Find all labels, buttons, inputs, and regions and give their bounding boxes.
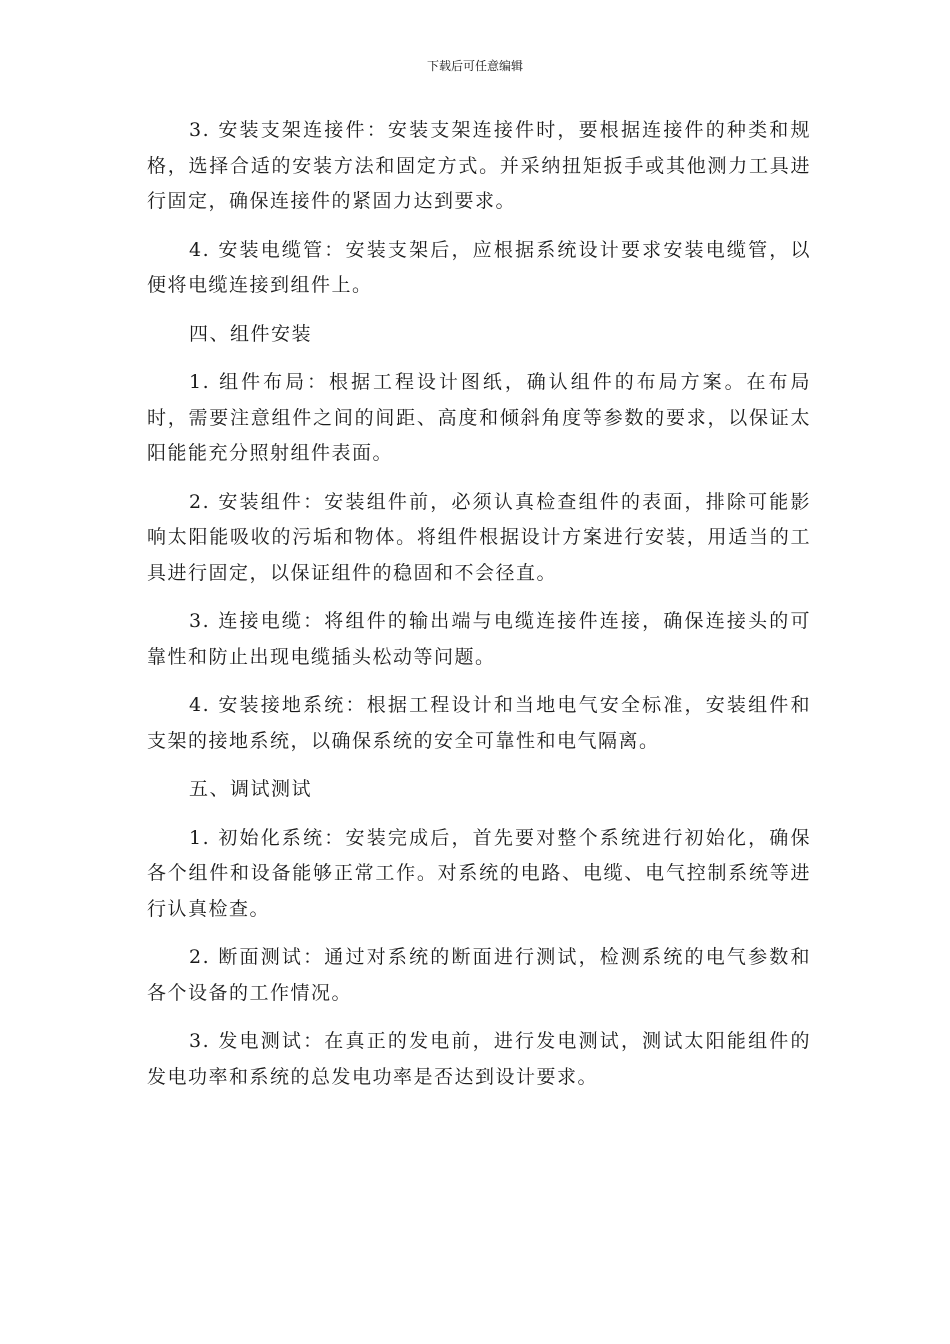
paragraph-section-test: 2. 断面测试：通过对系统的断面进行测试，检测系统的电气参数和各个设备的工作情况。 <box>147 946 811 1004</box>
paragraph-install-modules: 2. 安装组件：安装组件前，必须认真检查组件的表面，排除可能影响太阳能吸收的污垢和物体。将组件根据设计方案进行安装，用适当的工具进行固定，以保证组件的稳固和不会径直。 <box>147 490 811 584</box>
page-header: 下载后可任意编辑 <box>426 59 523 73</box>
paragraph-initialize-system: 1. 初始化系统：安装完成后，首先要对整个系统进行初始化，确保各个组件和设备能够正常工作。对系统的电路、电缆、电气控制系统等进行认真检查。 <box>147 826 811 920</box>
paragraph-connect-cables: 3. 连接电缆：将组件的输出端与电缆连接件连接，确保连接头的可靠性和防止出现电缆插头松动等问题。 <box>147 610 811 668</box>
paragraph-generation-test: 3. 发电测试：在真正的发电前，进行发电测试，测试太阳能组件的发电功率和系统的总发电功率是否达到设计要求。 <box>147 1030 811 1088</box>
document-body <box>147 113 811 1108</box>
paragraph-install-cable-conduit: 4. 安装电缆管：安装支架后，应根据系统设计要求安装电缆管，以便将电缆连接到组件上。 <box>147 238 811 296</box>
paragraph-install-grounding: 4. 安装接地系统：根据工程设计和当地电气安全标准，安装组件和支架的接地系统，以确保系统的安全可靠性和电气隔离。 <box>147 694 811 752</box>
section-heading-commissioning-testing: 五、调试测试 <box>189 778 313 800</box>
paragraph-install-bracket-connectors: 3. 安装支架连接件：安装支架连接件时，要根据连接件的种类和规格，选择合适的安装方法和固定方式。并采纳扭矩扳手或其他测力工具进行固定，确保连接件的紧固力达到要求。 <box>147 119 811 212</box>
paragraph-module-layout: 1. 组件布局：根据工程设计图纸，确认组件的布局方案。在布局时，需要注意组件之间的间距、高度和倾斜角度等参数的要求，以保证太阳能能充分照射组件表面。 <box>147 371 811 464</box>
section-heading-module-installation: 四、组件安装 <box>189 322 313 345</box>
